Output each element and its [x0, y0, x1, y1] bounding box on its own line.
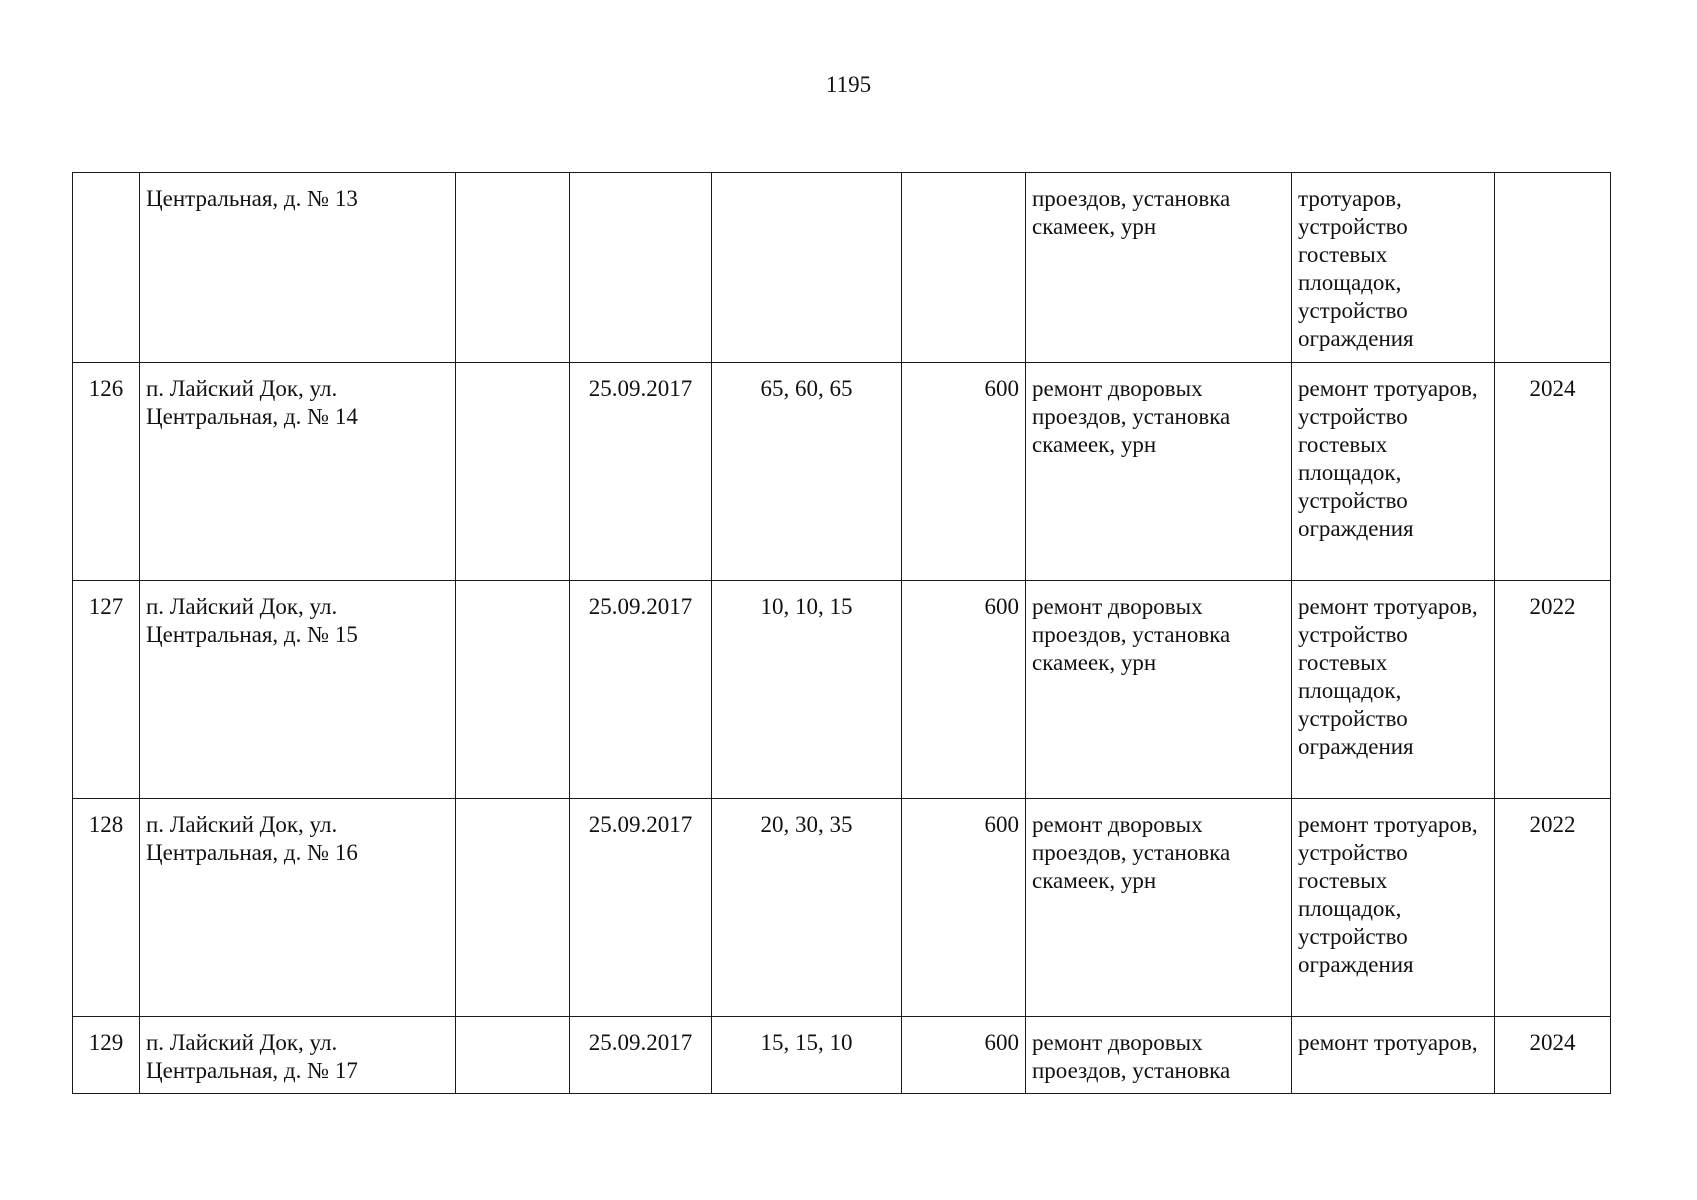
area-cell: 600 [902, 363, 1026, 581]
table-row [73, 363, 1611, 581]
row-number: 128 [73, 799, 140, 1017]
area-cell [902, 173, 1026, 363]
date-cell [570, 173, 712, 363]
table-row [73, 581, 1611, 799]
work-cell-primary: ремонт дворовых проездов, установка скамеек, урн [1026, 363, 1292, 581]
table-row [73, 173, 1611, 363]
date-cell: 25.09.2017 [570, 581, 712, 799]
empty-cell [456, 581, 570, 799]
work-cell-secondary: ремонт тротуаров, устройство гостевых площадок, устройство ограждения [1292, 581, 1495, 799]
table-row [73, 799, 1611, 1017]
percent-cell: 10, 10, 15 [712, 581, 902, 799]
empty-cell [456, 1017, 570, 1094]
year-cell: 2024 [1495, 1017, 1611, 1094]
percent-cell: 20, 30, 35 [712, 799, 902, 1017]
address-cell: Центральная, д. № 13 [140, 173, 456, 363]
address-cell: п. Лайский Док, ул. Центральная, д. № 16 [140, 799, 456, 1017]
table-row [73, 1017, 1611, 1094]
work-cell-secondary: тротуаров, устройство гостевых площадок, устройство ограждения [1292, 173, 1495, 363]
empty-cell [456, 173, 570, 363]
row-number: 127 [73, 581, 140, 799]
area-cell: 600 [902, 1017, 1026, 1094]
work-cell-primary: ремонт дворовых проездов, установка скамеек, урн [1026, 799, 1292, 1017]
row-number: 129 [73, 1017, 140, 1094]
percent-cell [712, 173, 902, 363]
empty-cell [456, 799, 570, 1017]
percent-cell: 15, 15, 10 [712, 1017, 902, 1094]
year-cell: 2024 [1495, 363, 1611, 581]
percent-cell: 65, 60, 65 [712, 363, 902, 581]
page-number: 1195 [825, 72, 872, 97]
year-cell: 2022 [1495, 799, 1611, 1017]
address-cell: п. Лайский Док, ул. Центральная, д. № 14 [140, 363, 456, 581]
work-cell-secondary: ремонт тротуаров, устройство гостевых площадок, устройство ограждения [1292, 799, 1495, 1017]
date-cell: 25.09.2017 [570, 1017, 712, 1094]
area-cell: 600 [902, 581, 1026, 799]
date-cell: 25.09.2017 [570, 799, 712, 1017]
date-cell: 25.09.2017 [570, 363, 712, 581]
year-cell: 2022 [1495, 581, 1611, 799]
row-number: 126 [73, 363, 140, 581]
work-cell-primary: проездов, установка скамеек, урн [1026, 173, 1292, 363]
address-cell: п. Лайский Док, ул. Центральная, д. № 17 [140, 1017, 456, 1094]
work-cell-primary: ремонт дворовых проездов, установка скамеек, урн [1026, 581, 1292, 799]
work-cell-secondary: ремонт тротуаров, [1292, 1017, 1495, 1094]
row-number [73, 173, 140, 363]
area-cell: 600 [902, 799, 1026, 1017]
work-cell-secondary: ремонт тротуаров, устройство гостевых площадок, устройство ограждения [1292, 363, 1495, 581]
empty-cell [456, 363, 570, 581]
year-cell [1495, 173, 1611, 363]
work-cell-primary: ремонт дворовых проездов, установка [1026, 1017, 1292, 1094]
housing-table [72, 172, 1611, 1094]
address-cell: п. Лайский Док, ул. Центральная, д. № 15 [140, 581, 456, 799]
